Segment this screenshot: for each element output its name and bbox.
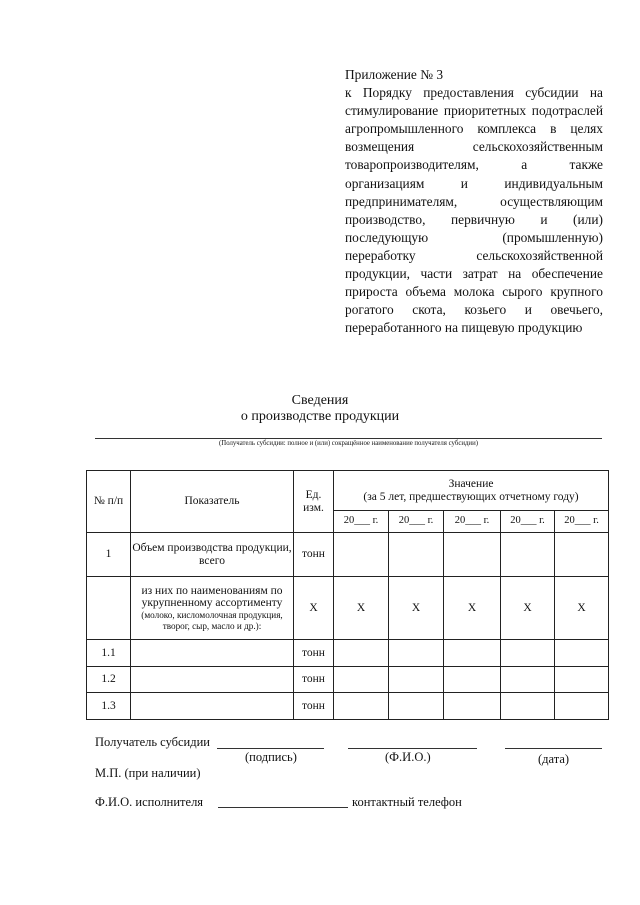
recipient-caption: (Получатель субсидии: полное и (или) сокращённое наименование получателя субсидии) — [219, 440, 478, 447]
value-cell[interactable] — [389, 640, 444, 667]
value-cell[interactable] — [334, 693, 389, 720]
row-indicator-note: (молоко, кисломолочная продукция, творог, сыр, масло и др.): — [141, 609, 283, 631]
date-line[interactable] — [505, 748, 602, 749]
year-cell: 20___ г. — [389, 511, 444, 533]
row-unit: Х — [294, 577, 334, 640]
table-row — [87, 667, 609, 693]
fio-caption: (Ф.И.О.) — [385, 750, 431, 764]
table-header-row — [87, 471, 609, 511]
year-cell: 20___ г. — [501, 511, 555, 533]
document-title: Сведения — [291, 393, 349, 408]
value-cell[interactable] — [555, 533, 609, 577]
row-indicator: Объем производства продукции, всего — [131, 533, 294, 577]
table-row — [87, 577, 609, 640]
row-indicator-text: из них по наименованиям по укрупненному ассортименту — [141, 584, 283, 609]
row-num — [87, 577, 131, 640]
stamp-label: М.П. (при наличии) — [95, 766, 201, 780]
value-cell[interactable] — [444, 640, 501, 667]
header-num: № п/п — [87, 471, 131, 533]
signature-line[interactable] — [217, 748, 324, 749]
value-cell[interactable] — [501, 693, 555, 720]
header-value — [334, 471, 609, 511]
row-num: 1.1 — [87, 640, 131, 667]
table-row — [87, 533, 609, 577]
signature-caption: (подпись) — [245, 750, 297, 764]
table-row — [87, 640, 609, 667]
appendix-title: Приложение № 3 — [345, 67, 444, 82]
value-cell: Х — [501, 577, 555, 640]
row-indicator — [131, 577, 294, 640]
executor-line[interactable] — [218, 807, 348, 808]
row-indicator[interactable] — [131, 640, 294, 667]
value-cell: Х — [389, 577, 444, 640]
value-cell[interactable] — [501, 640, 555, 667]
row-unit: тонн — [294, 667, 334, 693]
appendix-block — [345, 66, 603, 337]
value-cell: Х — [444, 577, 501, 640]
row-num: 1.2 — [87, 667, 131, 693]
recipient-line — [95, 438, 602, 439]
year-cell: 20___ г. — [555, 511, 609, 533]
document-subtitle: о производстве продукции — [240, 409, 400, 424]
row-unit: тонн — [294, 640, 334, 667]
row-num: 1.3 — [87, 693, 131, 720]
value-cell: Х — [555, 577, 609, 640]
row-unit: тонн — [294, 533, 334, 577]
value-cell[interactable] — [334, 533, 389, 577]
date-caption: (дата) — [538, 752, 570, 766]
production-table — [86, 470, 609, 720]
value-cell[interactable] — [555, 640, 609, 667]
fio-line[interactable] — [348, 748, 477, 749]
value-cell[interactable] — [334, 640, 389, 667]
year-cell: 20___ г. — [334, 511, 389, 533]
header-indicator: Показатель — [131, 471, 294, 533]
value-cell[interactable] — [444, 667, 501, 693]
header-value-subtitle: (за 5 лет, предшествующих отчетному году) — [363, 490, 579, 503]
appendix-text: к Порядку предоставления субсидии на стимулирование приоритетных подотраслей агропромышленного комплекса в целях возмещения сельскохозяйственным товаропроизводителям, а также организациям и индивидуальным предпринимателям, осуществляющим производство, первичную и (или) последующую (промышленную) переработку сельскохозяйственной продукции, части затрат на обеспечение прироста объема молока сырого крупного рогатого скота, козьего и овечьего, переработанного на пищевую продукцию — [345, 85, 603, 336]
value-cell[interactable] — [501, 533, 555, 577]
recipient-label: Получатель субсидии — [95, 735, 210, 749]
executor-label: Ф.И.О. исполнителя — [95, 795, 204, 809]
value-cell[interactable] — [555, 667, 609, 693]
value-cell[interactable] — [389, 667, 444, 693]
row-indicator[interactable] — [131, 693, 294, 720]
header-unit: Ед. изм. — [294, 471, 334, 533]
header-value-title: Значение — [448, 478, 494, 490]
value-cell[interactable] — [389, 533, 444, 577]
table-row — [87, 693, 609, 720]
row-num: 1 — [87, 533, 131, 577]
value-cell[interactable] — [444, 533, 501, 577]
value-cell[interactable] — [501, 667, 555, 693]
year-cell: 20___ г. — [444, 511, 501, 533]
value-cell[interactable] — [389, 693, 444, 720]
value-cell[interactable] — [555, 693, 609, 720]
value-cell[interactable] — [334, 667, 389, 693]
phone-label: контактный телефон — [352, 795, 462, 809]
row-indicator[interactable] — [131, 667, 294, 693]
value-cell: Х — [334, 577, 389, 640]
row-unit: тонн — [294, 693, 334, 720]
value-cell[interactable] — [444, 693, 501, 720]
